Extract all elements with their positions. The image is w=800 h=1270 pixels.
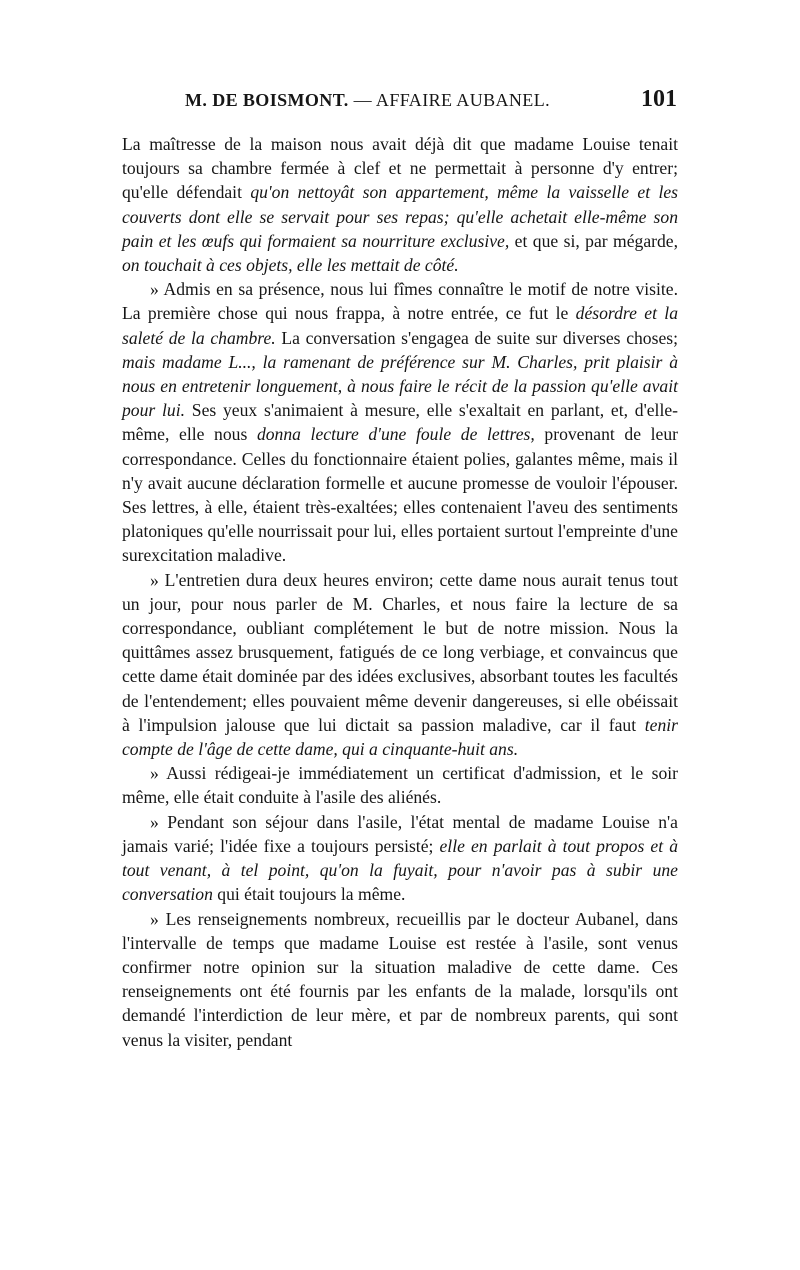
text-run: » Aussi rédigeai-je immédiatement un certificat d'admission, et le soir même, elle était conduite à l'asile des aliénés. bbox=[122, 763, 678, 808]
author-name: M. DE BOISMONT. bbox=[185, 90, 349, 110]
text-run: La maîtresse de la maison nous avait déjà dit que madame Louise tenait toujours sa chambre fermée à clef et ne permettait à personne d'y entrer; qu'elle défendait bbox=[122, 134, 678, 203]
italic-text: elle en parlait à tout propos et à tout venant, à tel point, qu'on la fuyait, pour n'avoir pas à subir une conversation bbox=[122, 835, 678, 905]
title-separator: — bbox=[353, 90, 372, 110]
italic-text: on touchait à ces objets, elle les mettait de côté. bbox=[122, 255, 459, 276]
italic-text: qu'on nettoyât son appartement, même la vaisselle et les couverts dont elle se servait pour ses repas; qu'elle achetait elle-même son pain et les œufs qui formaient sa nourriture exclusive, bbox=[122, 182, 678, 251]
paragraph bbox=[122, 907, 678, 1052]
paragraph bbox=[122, 761, 678, 809]
paragraph bbox=[122, 132, 678, 277]
text-run: La conversation s'engagea de suite sur diverses choses; bbox=[275, 327, 678, 348]
text-run: » Pendant son séjour dans l'asile, l'état mental de madame Louise n'a jamais varié; l'idée fixe a toujours persisté; bbox=[122, 811, 678, 856]
text-run: » Admis en sa présence, nous lui fîmes connaître le motif de notre visite. La première chose qui nous frappa, à notre entrée, ce fut le bbox=[122, 279, 678, 324]
paragraph bbox=[122, 277, 678, 567]
text-run: et que si, par mégarde, bbox=[509, 230, 679, 251]
paragraph bbox=[122, 810, 678, 907]
text-run: Ses yeux s'animaient à mesure, elle s'exaltait en parlant, et, d'elle-même, elle nous bbox=[122, 400, 679, 445]
italic-text: mais madame L..., la ramenant de préférence sur M. Charles, prit plaisir à nous en entretenir longuement, à nous faire le récit de la passion qu'elle avait pour lui. bbox=[122, 351, 678, 421]
running-title bbox=[185, 90, 550, 111]
text-run: » Les renseignements nombreux, recueillis par le docteur Aubanel, dans l'intervalle de temps que madame Louise est restée à l'asile, sont venus confirmer notre opinion sur la situation maladive de cette dame. Ces renseignements ont été fournis par les enfants de la malade, lorsqu'ils ont demandé l'interdiction de leur mère, et par de nombreux parents, qui sont venus la visiter, pendant bbox=[122, 908, 678, 1050]
text-run: provenant de leur correspondance. Celles du fonctionnaire étaient polies, galantes même, mais il n'y avait aucune déclaration formelle et aucune promesse de vouloir l'épouser. Ses lettres, à elle, étaient très-exaltées; elles contenaient l'aveu des sentiments platoniques qu'elle nourrissait pour lui, elles portaient surtout l'empreinte d'une surexcitation maladive. bbox=[122, 424, 679, 566]
case-title: AFFAIRE AUBANEL. bbox=[375, 90, 550, 110]
text-run: qui était toujours la même. bbox=[212, 884, 406, 905]
running-header bbox=[185, 86, 677, 120]
body-text bbox=[122, 132, 678, 1052]
italic-text: donna lecture d'une foule de lettres, bbox=[256, 424, 535, 445]
italic-text: désordre et la saleté de la chambre. bbox=[122, 303, 678, 348]
paragraph bbox=[122, 568, 678, 762]
page-number: 101 bbox=[641, 86, 677, 112]
text-run: » L'entretien dura deux heures environ; cette dame nous aurait tenus tout un jour, pour nous parler de M. Charles, et nous faire la lecture de sa correspondance, oubliant complétement le but de notre mission. Nous la quittâmes assez brusquement, fatigués de ce long verbiage, et convaincus que cette dame était dominée par des idées exclusives, absorbant toutes les facultés de l'entendement; elles pouvaient même devenir dangereuses, si elle obéissait à l'impulsion jalouse que lui dictait sa passion maladive, car il faut bbox=[122, 569, 678, 735]
italic-text: tenir compte de l'âge de cette dame, qui a cinquante-huit ans. bbox=[122, 714, 678, 760]
